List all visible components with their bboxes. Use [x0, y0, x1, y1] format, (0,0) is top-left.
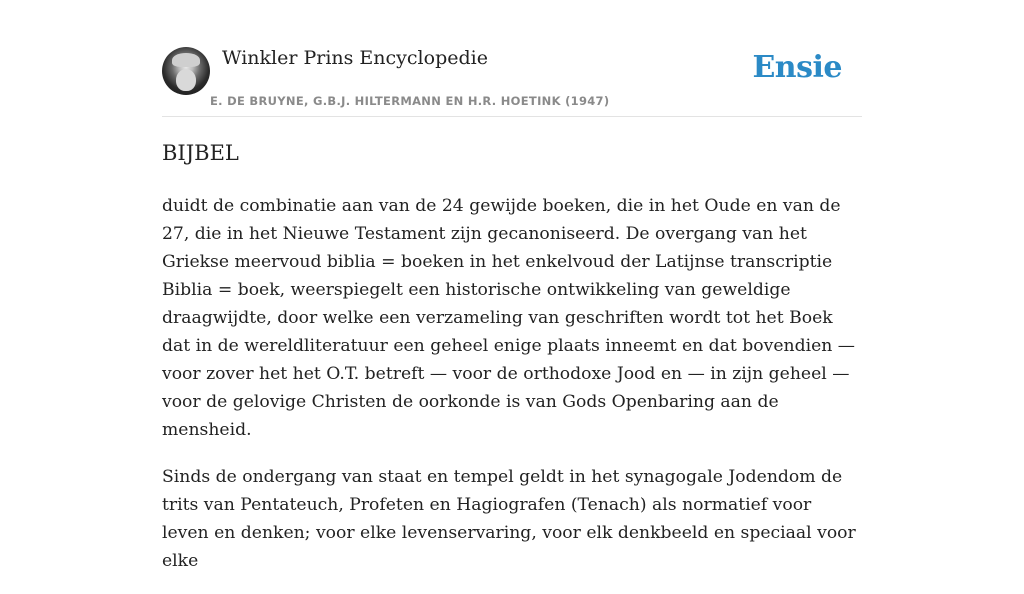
article-body: [162, 192, 862, 594]
avatar-beard: [176, 69, 196, 91]
authors-line: E. DE BRUYNE, G.B.J. HILTERMANN EN H.R. HOETINK (1947): [210, 94, 610, 108]
article-title: BIJBEL: [162, 141, 239, 165]
page-header: [162, 40, 862, 117]
article-paragraph: duidt de combinatie aan van de 24 gewijde boeken, die in het Oude en van de 27, die in het Nieuwe Testament zijn gecanoniseerd. De overgang van het Griekse meervoud biblia = boeken in het enkelvoud der Latijnse transcriptie Biblia = boek, weerspiegelt een historische ontwikkeling van geweldige draagwijdte, door welke een verzameling van geschriften wordt tot het Boek dat in de wereldliteratuur een geheel enige plaats inneemt en dat bovendien — voor zover het het O.T. betreft — voor de orthodoxe Jood en — in zijn geheel — voor de gelovige Christen de oorkonde is van Gods Openbaring aan de mensheid.: [162, 196, 855, 440]
ensie-logo[interactable]: Ensie: [752, 50, 842, 85]
article-paragraph: Sinds de ondergang van staat en tempel geldt in het synagogale Jodendom de trits van Pentateuch, Profeten en Hagiografen (Tenach) als normatief voor leven en denken; voor elke levenservaring, voor elk denkbeeld en speciaal voor elke: [162, 467, 856, 571]
encyclopedia-title[interactable]: Winkler Prins Encyclopedie: [222, 47, 488, 69]
avatar-hair: [172, 53, 200, 67]
author-avatar[interactable]: [162, 47, 210, 95]
